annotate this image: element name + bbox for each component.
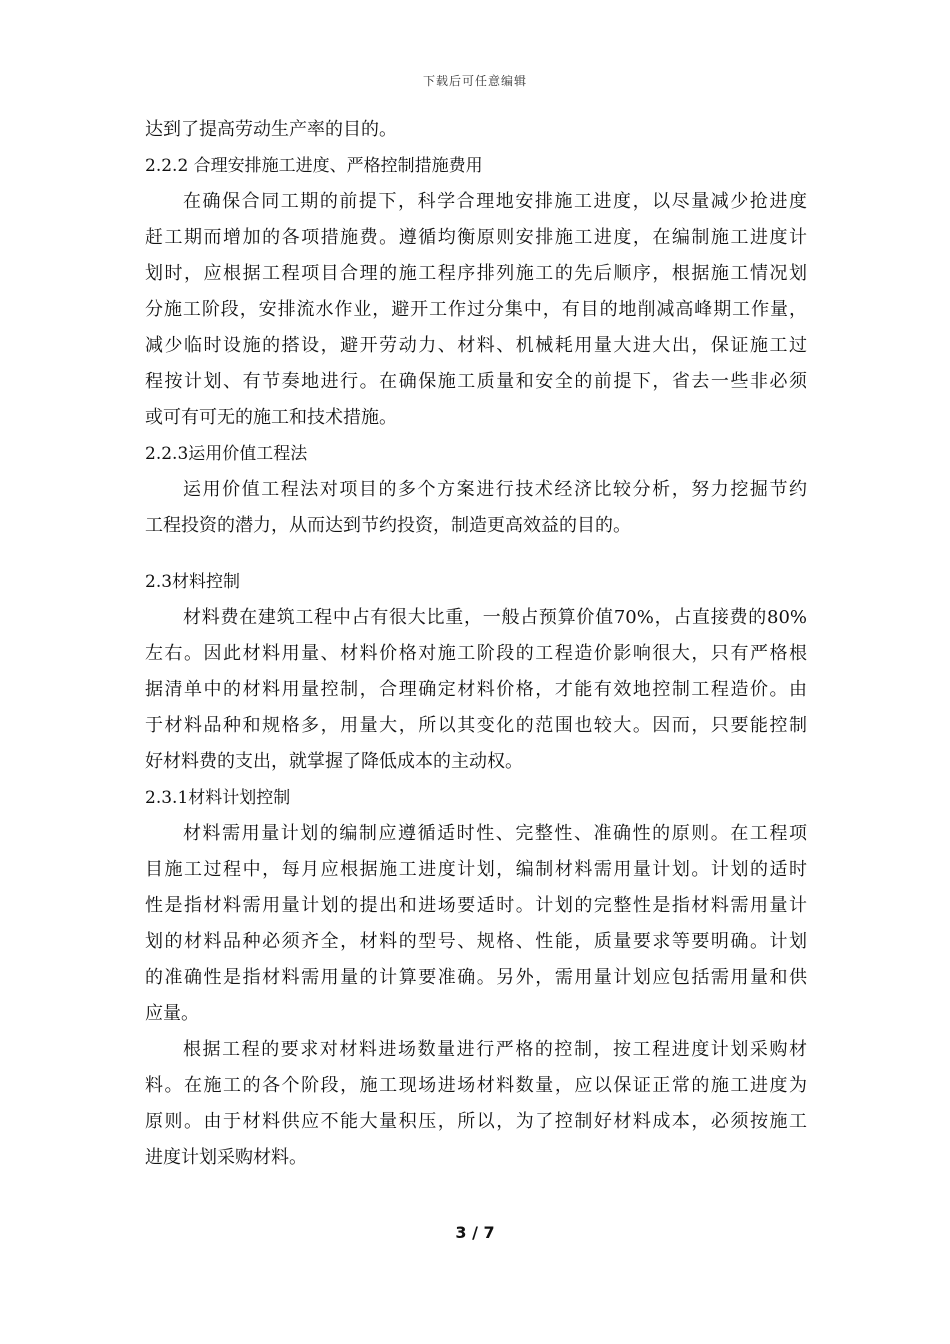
body-line: 划的材料品种必须齐全，材料的型号、规格、性能，质量要求等要明确。计划 xyxy=(145,931,807,952)
section-heading-2-3-1: 2.3.1材料计划控制 xyxy=(145,788,291,808)
body-line: 划时，应根据工程项目合理的施工程序排列施工的先后顺序，根据施工情况划 xyxy=(145,263,807,284)
body-line: 在确保合同工期的前提下，科学合理地安排施工进度，以尽量减少抢进度 xyxy=(183,191,807,212)
body-line: 减少临时设施的搭设，避开劳动力、材料、机械耗用量大进大出，保证施工过 xyxy=(145,335,807,356)
body-line: 好材料费的支出，就掌握了降低成本的主动权。 xyxy=(145,751,523,772)
section-heading-2-3: 2.3材料控制 xyxy=(145,572,241,592)
body-line: 性是指材料需用量计划的提出和进场要适时。计划的完整性是指材料需用量计 xyxy=(145,895,807,916)
body-line: 的准确性是指材料需用量的计算要准确。另外，需用量计划应包括需用量和供 xyxy=(145,967,807,988)
document-body xyxy=(145,112,807,1176)
body-line: 目施工过程中，每月应根据施工进度计划，编制材料需用量计划。计划的适时 xyxy=(145,859,807,880)
body-line: 据清单中的材料用量控制，合理确定材料价格，才能有效地控制工程造价。由 xyxy=(145,679,807,700)
section-heading-2-2-3: 2.2.3运用价值工程法 xyxy=(145,444,308,464)
body-line: 原则。由于材料供应不能大量积压，所以，为了控制好材料成本，必须按施工 xyxy=(145,1111,807,1132)
body-line: 运用价值工程法对项目的多个方案进行技术经济比较分析，努力挖掘节约 xyxy=(183,479,807,500)
body-line: 材料需用量计划的编制应遵循适时性、完整性、准确性的原则。在工程项 xyxy=(183,823,807,844)
section-heading-2-2-2: 2.2.2 合理安排施工进度、严格控制措施费用 xyxy=(145,156,483,176)
body-line: 于材料品种和规格多，用量大，所以其变化的范围也较大。因而，只要能控制 xyxy=(145,715,807,736)
body-line: 或可有可无的施工和技术措施。 xyxy=(145,407,397,428)
body-line: 达到了提高劳动生产率的目的。 xyxy=(145,119,397,140)
body-line: 工程投资的潜力，从而达到节约投资，制造更高效益的目的。 xyxy=(145,515,631,536)
page-header: 下载后可任意编辑 xyxy=(422,74,527,88)
body-line: 根据工程的要求对材料进场数量进行严格的控制，按工程进度计划采购材 xyxy=(183,1039,807,1060)
body-line: 材料费在建筑工程中占有很大比重，一般占预算价值70%，占直接费的80% xyxy=(183,607,807,628)
page-number: 3 / 7 xyxy=(455,1223,495,1242)
body-line: 赶工期而增加的各项措施费。遵循均衡原则安排施工进度，在编制施工进度计 xyxy=(145,227,807,248)
body-line: 左右。因此材料用量、材料价格对施工阶段的工程造价影响很大，只有严格根 xyxy=(145,643,807,664)
body-line: 分施工阶段，安排流水作业，避开工作过分集中，有目的地削减高峰期工作量， xyxy=(145,299,807,320)
paragraph-gap xyxy=(145,544,807,564)
body-line: 应量。 xyxy=(145,1003,199,1024)
body-line: 料。在施工的各个阶段，施工现场进场材料数量，应以保证正常的施工进度为 xyxy=(145,1075,807,1096)
body-line: 程按计划、有节奏地进行。在确保施工质量和安全的前提下，省去一些非必须 xyxy=(145,371,807,392)
body-line: 进度计划采购材料。 xyxy=(145,1147,307,1168)
